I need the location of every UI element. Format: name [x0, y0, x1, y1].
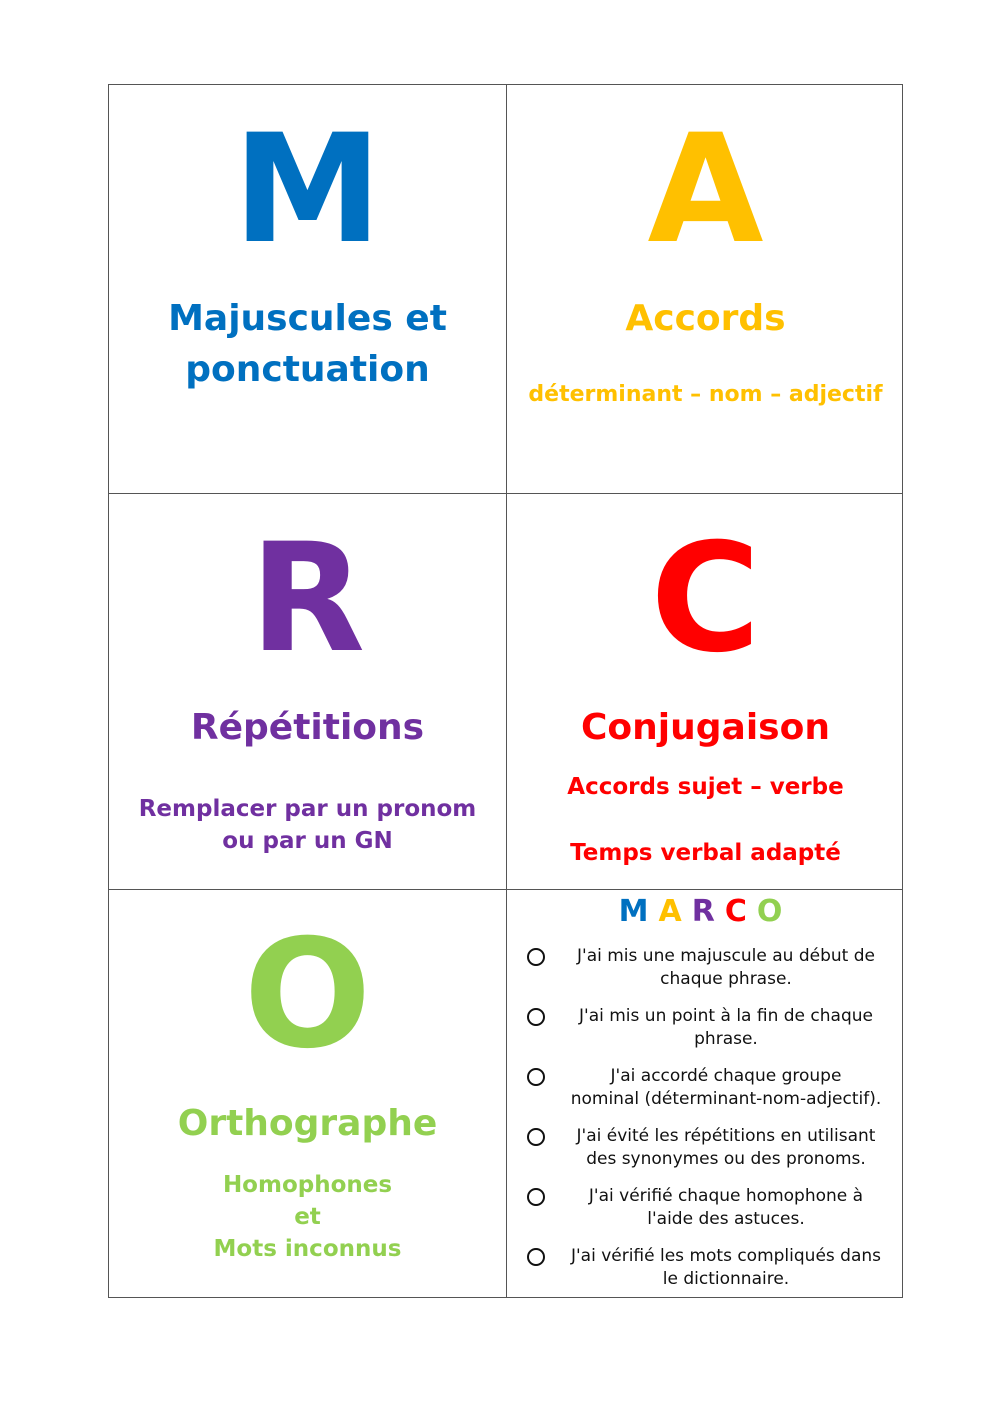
card-m-title-line2: ponctuation [185, 349, 430, 390]
heading-letter-c: C [724, 894, 757, 929]
card-repetitions [109, 494, 506, 898]
card-c-subtitle-1: Accords sujet – verbe [567, 774, 844, 800]
card-checklist [507, 890, 904, 1294]
checklist-item-line1: J'ai vérifié chaque homophone à [588, 1186, 864, 1206]
circle-checkbox-icon[interactable] [527, 948, 545, 966]
circle-checkbox-icon[interactable] [527, 1008, 545, 1026]
checklist-item [527, 1185, 897, 1231]
checklist-item [527, 1005, 897, 1051]
checklist-item-line1: J'ai évité les répétitions en utilisant [576, 1126, 876, 1146]
letter-c: C [650, 512, 761, 686]
heading-letter-r: R [691, 894, 725, 929]
checklist-item-line1: J'ai mis une majuscule au début de [577, 946, 875, 966]
card-c-title: Conjugaison [581, 707, 830, 748]
checklist-item-line2: phrase. [694, 1029, 758, 1049]
checklist-item-line2: chaque phrase. [660, 969, 792, 989]
checklist-item-line2: des synonymes ou des pronoms. [586, 1149, 866, 1169]
card-r-subtitle-line2: ou par un GN [222, 828, 393, 854]
checklist-item-line1: J'ai mis un point à la fin de chaque [579, 1006, 873, 1026]
card-majuscules [109, 85, 506, 489]
card-r-subtitle-line1: Remplacer par un pronom [138, 796, 477, 822]
letter-r: R [249, 512, 366, 686]
card-orthographe [109, 890, 506, 1294]
letter-m: M [232, 103, 383, 277]
letter-o: O [243, 908, 372, 1082]
card-o-subtitle-line1: Homophones [222, 1172, 393, 1198]
checklist-item-line2: nominal (déterminant-nom-adjectif). [570, 1089, 882, 1109]
circle-checkbox-icon[interactable] [527, 1128, 545, 1146]
card-c-subtitle-2: Temps verbal adapté [570, 840, 841, 866]
heading-letter-a: A [658, 894, 692, 929]
checklist-item-line2: le dictionnaire. [662, 1269, 790, 1289]
checklist-item [527, 1245, 897, 1291]
checklist-item [527, 1065, 897, 1111]
card-a-title: Accords [625, 298, 786, 339]
card-o-title: Orthographe [177, 1103, 438, 1144]
card-r-title: Répétitions [190, 707, 425, 748]
circle-checkbox-icon[interactable] [527, 1068, 545, 1086]
checklist-item-line1: J'ai vérifié les mots compliqués dans [570, 1246, 882, 1266]
card-a-subtitle: déterminant – nom – adjectif [528, 382, 883, 407]
checklist-item-line2: l'aide des astuces. [647, 1209, 805, 1229]
heading-letter-m: M [618, 894, 659, 929]
letter-a: A [647, 103, 764, 277]
card-o-subtitle-line2: et [294, 1204, 321, 1230]
card-m-title-line1: Majuscules et [168, 298, 447, 339]
checklist [527, 945, 897, 1305]
heading-letter-o: O [756, 894, 793, 929]
marco-card-grid [108, 84, 903, 1298]
circle-checkbox-icon[interactable] [527, 1188, 545, 1206]
card-accords [507, 85, 904, 489]
checklist-item [527, 945, 897, 991]
circle-checkbox-icon[interactable] [527, 1248, 545, 1266]
checklist-item-line1: J'ai accordé chaque groupe [610, 1066, 842, 1086]
checklist-heading [507, 894, 904, 929]
card-o-subtitle-line3: Mots inconnus [213, 1236, 402, 1262]
checklist-item [527, 1125, 897, 1171]
card-conjugaison [507, 494, 904, 898]
